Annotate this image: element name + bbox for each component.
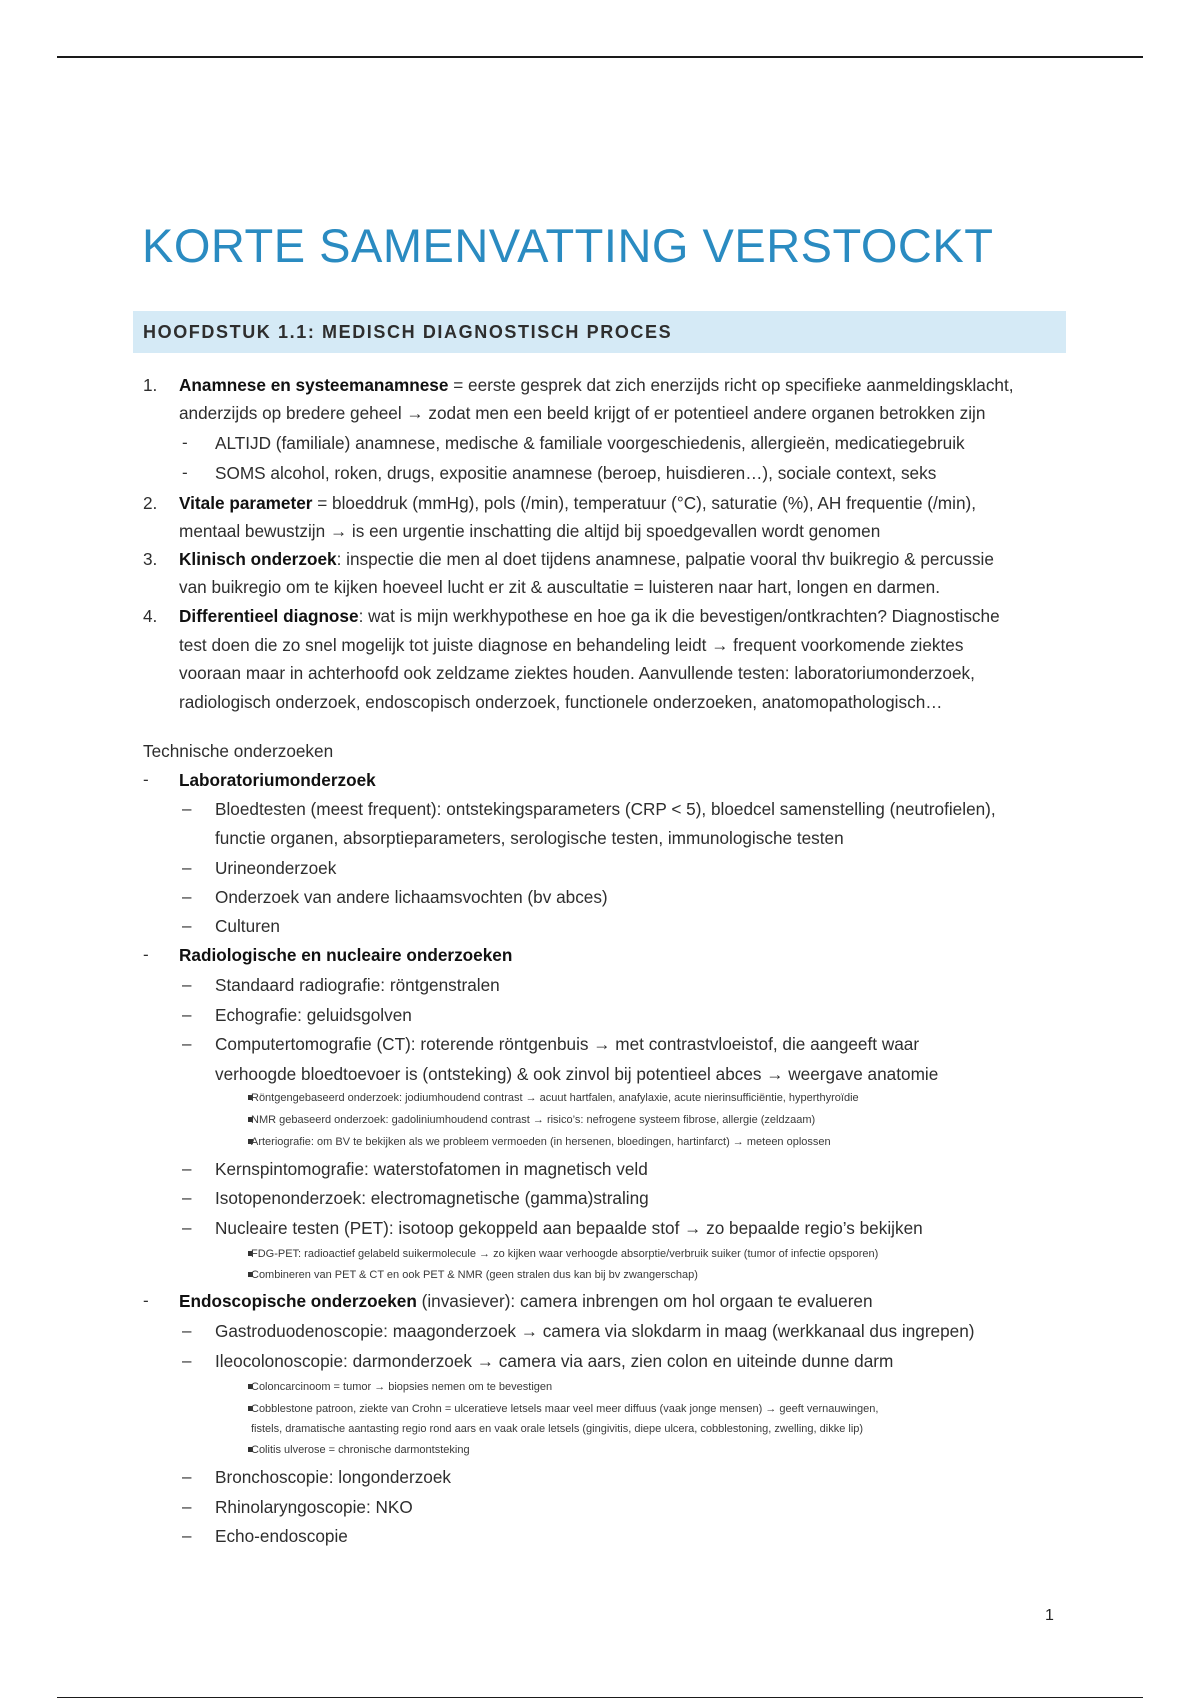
note-item: Cobblestone patroon, ziekte van Crohn = ulceratieve letsels maar veel meer diffuus (vaak jonge mensen) → geeft vernauwingen, — [251, 1403, 879, 1415]
note-item: Combineren van PET & CT en ook PET & NMR (geen stralen dus kan bij bv zwangerschap) — [251, 1269, 698, 1281]
note-item: Röntgengebaseerd onderzoek: jodiumhoudend contrast → acuut hartfalen, anafylaxie, acute nierinsufficiëntie, hyperthyroïdie — [251, 1092, 859, 1104]
bullet-dash: – — [182, 916, 192, 935]
subsection-title-text: Radiologische en nucleaire onderzoeken — [179, 945, 513, 965]
bullet-dash: – — [182, 1351, 192, 1370]
list-item: Standaard radiografie: röntgenstralen — [215, 975, 500, 995]
bullet-dash: - — [143, 1291, 149, 1310]
note-item: Arteriografie: om BV te bekijken als we probleem vermoeden (in hersenen, bloedingen, hartinfarct) → meteen oplossen — [251, 1136, 831, 1148]
list-item: Bronchoscopie: longonderzoek — [215, 1467, 452, 1487]
step-term: Differentieel diagnose — [179, 606, 359, 626]
sub-item: SOMS alcohol, roken, drugs, expositie anamnese (beroep, huisdieren…), sociale context, seks — [215, 463, 937, 483]
step-text: = bloeddruk (mmHg), pols (/min), temperatuur (°C), saturatie (%), AH frequentie (/min), — [312, 493, 977, 513]
list-item: Rhinolaryngoscopie: NKO — [215, 1497, 413, 1517]
list-item: Kernspintomografie: waterstofatomen in magnetisch veld — [215, 1159, 648, 1179]
step-term: Klinisch onderzoek — [179, 549, 337, 569]
step-text: = eerste gesprek dat zich enerzijds richt op specifieke aanmeldingsklacht, — [448, 375, 1014, 395]
step-line — [179, 493, 976, 513]
header-rule — [57, 56, 1143, 58]
step-text: : wat is mijn werkhypothese en hoe ga ik die bevestigen/ontkrachten? Diagnostische — [358, 606, 1000, 626]
bullet-dash: – — [182, 799, 192, 818]
step-line: vooraan maar in achterhoofd ook zeldzame ziektes houden. Aanvullende testen: laboratoriumonderzoek, — [179, 663, 975, 683]
step-line — [179, 375, 1014, 395]
step-term: Vitale parameter — [179, 493, 313, 513]
list-item: functie organen, absorptieparameters, serologische testen, immunologische testen — [215, 828, 844, 848]
subsection-title — [179, 1291, 873, 1311]
subsection-title — [179, 770, 376, 790]
list-item: Computertomografie (CT): roterende röntgenbuis → met contrastvloeistof, die aangeeft waar — [215, 1034, 920, 1054]
document-title: KORTE SAMENVATTING VERSTOCKT — [142, 219, 994, 272]
subsection-title-text: Laboratoriumonderzoek — [179, 770, 376, 790]
step-term: Anamnese en systeemanamnese — [179, 375, 449, 395]
list-item: Isotopenonderzoek: electromagnetische (gamma)straling — [215, 1188, 649, 1208]
note-item: Colitis ulverose = chronische darmontsteking — [251, 1444, 470, 1456]
note-item: Coloncarcinoom = tumor → biopsies nemen om te bevestigen — [251, 1381, 553, 1393]
bullet-dash: – — [182, 1218, 192, 1237]
step-line: radiologisch onderzoek, endoscopisch onderzoek, functionele onderzoeken, anatomopathologisch… — [179, 692, 943, 712]
note-item: fistels, dramatische aantasting regio rond aars en vaak orale letsels (gingivitis, diepe ulcera, cobblestoning, zwelling, dikke lip) — [251, 1423, 864, 1435]
list-item: Gastroduodenoscopie: maagonderzoek → camera via slokdarm in maag (werkkanaal dus ingrepen) — [215, 1321, 975, 1341]
footer-rule — [57, 1697, 1143, 1698]
bullet-dash: - — [143, 770, 149, 789]
list-item: verhoogde bloedtoevoer is (ontsteking) & ook zinvol bij potentieel abces → weergave anatomie — [215, 1064, 939, 1084]
list-item: Echografie: geluidsgolven — [215, 1005, 412, 1025]
sub-item: ALTIJD (familiale) anamnese, medische & familiale voorgeschiedenis, allergieën, medicatiegebruik — [215, 433, 965, 453]
note-item: NMR gebaseerd onderzoek: gadoliniumhoudend contrast → risico’s: nefrogene systeem fibrose, allergie (zeldzaam) — [251, 1114, 816, 1126]
list-item: Ileocolonoscopie: darmonderzoek → camera via aars, zien colon en uiteinde dunne darm — [215, 1351, 894, 1371]
step-number: 4. — [143, 606, 158, 626]
step-line: test doen die zo snel mogelijk tot juiste diagnose en behandeling leidt → frequent voorkomende ziektes — [179, 635, 964, 655]
step-line — [179, 606, 1000, 626]
bullet-dash: – — [182, 887, 192, 906]
bullet-dash: – — [182, 1497, 192, 1516]
note-item: FDG-PET: radioactief gelabeld suikermolecule → zo kijken waar verhoogde absorptie/verbruik suiker (tumor of infectie opsporen) — [251, 1248, 879, 1260]
list-item: Urineonderzoek — [215, 858, 337, 878]
step-line — [179, 549, 994, 569]
list-item: Bloedtesten (meest frequent): ontstekingsparameters (CRP < 5), bloedcel samenstelling (neutrofielen), — [215, 799, 996, 819]
bullet-dash: - — [143, 945, 149, 964]
list-item: Culturen — [215, 916, 280, 936]
bullet-dash: – — [182, 975, 192, 994]
list-item: Echo-endoscopie — [215, 1526, 348, 1546]
bullet-dash: – — [182, 1034, 192, 1053]
bullet-dash: – — [182, 1467, 192, 1486]
bullet-dash: - — [182, 433, 188, 452]
step-number: 1. — [143, 375, 158, 395]
bullet-dash: – — [182, 1005, 192, 1024]
list-item: Nucleaire testen (PET): isotoop gekoppeld aan bepaalde stof → zo bepaalde regio’s bekijken — [215, 1218, 923, 1238]
section-heading: Technische onderzoeken — [143, 741, 334, 761]
step-line: van buikregio om te kijken hoeveel lucht er zit & auscultatie = luisteren naar hart, longen en darmen. — [179, 577, 940, 597]
list-item: Onderzoek van andere lichaamsvochten (bv abces) — [215, 887, 608, 907]
step-text: : inspectie die men al doet tijdens anamnese, palpatie vooral thv buikregio & percussie — [336, 549, 994, 569]
subsection-title — [179, 945, 512, 965]
bullet-dash: - — [182, 463, 188, 482]
step-line: anderzijds op bredere geheel → zodat men een beeld krijgt of er potentieel andere organen betrokken zijn — [179, 403, 986, 423]
step-number: 3. — [143, 549, 158, 569]
bullet-dash: – — [182, 1526, 192, 1545]
step-line: mentaal bewustzijn → is een urgentie inschatting die altijd bij spoedgevallen wordt genomen — [179, 521, 881, 541]
bullet-dash: – — [182, 1159, 192, 1178]
step-number: 2. — [143, 493, 158, 513]
chapter-heading: HOOFDSTUK 1.1: MEDISCH DIAGNOSTISCH PROCES — [133, 311, 1066, 353]
bullet-dash: – — [182, 858, 192, 877]
subsection-title-text: Endoscopische onderzoeken — [179, 1291, 417, 1311]
bullet-dash: – — [182, 1321, 192, 1340]
bullet-dash: – — [182, 1188, 192, 1207]
subsection-title-rest: (invasiever): camera inbrengen om hol orgaan te evalueren — [416, 1291, 873, 1311]
page-number: 1 — [1045, 1607, 1054, 1624]
